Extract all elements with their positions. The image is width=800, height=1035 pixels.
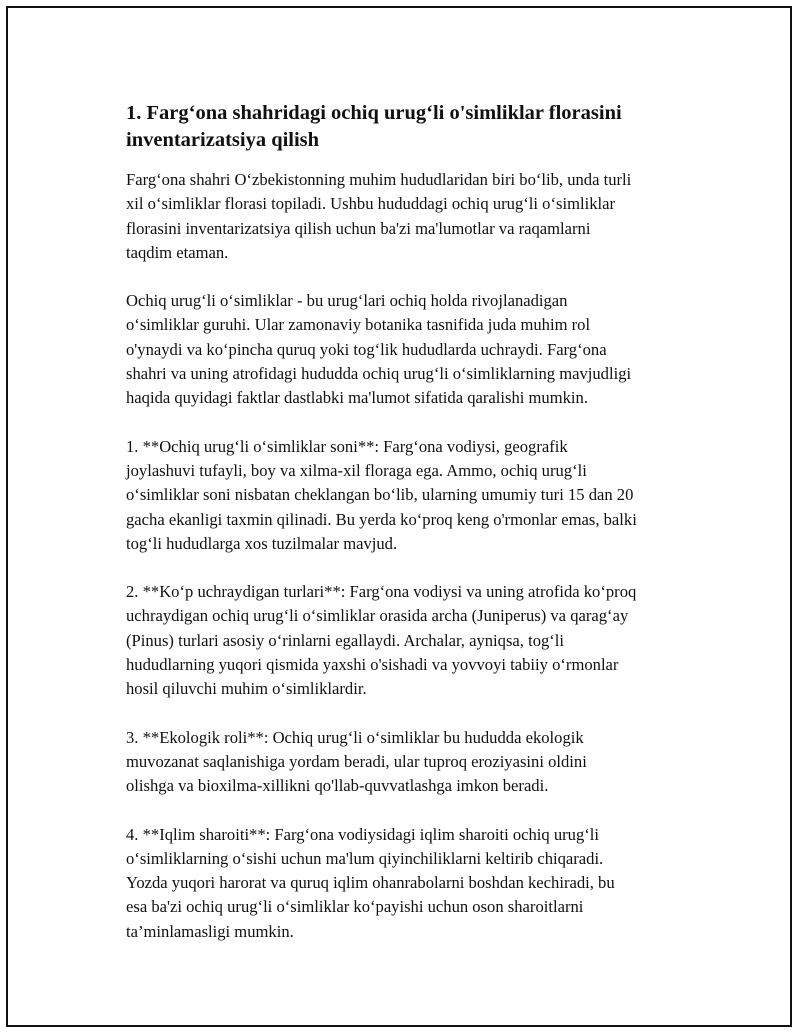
paragraph-point-1: 1. **Ochiq urug‘li o‘simliklar soni**: Farg‘ona vodiysi, geografik joylashuvi tufayli, boy va xilma-xil floraga ega. Ammo, ochiq urug‘li o‘simliklar soni nisbatan cheklangan bo‘lib, ularning umumiy turi 15 dan 20 gacha ekanligi taxmin qilinadi. Bu yerda ko‘proq keng o'rmonlar emas, balki tog‘li hududlarga xos tuzilmalar mavjud. bbox=[126, 436, 637, 553]
paragraph-definition: Ochiq urug‘li o‘simliklar - bu urug‘lari ochiq holda rivojlanadigan o‘simliklar guruhi. Ular zamonaviy botanika tasnifida juda muhim rol o'ynaydi va ko‘pincha quruq yoki tog‘lik hududlarda uchraydi. Farg‘ona shahri va uning atrofidagi hududda ochiq urug‘li o‘simliklarning mavjudligi haqida quyidagi faktlar dastlabki ma'lumot sifatida qaralishi mumkin. bbox=[126, 291, 632, 408]
document-body bbox=[126, 100, 706, 968]
paragraph-point-4: 4. **Iqlim sharoiti**: Farg‘ona vodiysidagi iqlim sharoiti ochiq urug‘li o‘simliklarning o‘sishi uchun ma'lum qiyinchiliklarni keltirib chiqaradi. Yozda yuqori harorat va quruq iqlim ohanrabolarni boshdan kechiradi, bu esa ba'zi ochiq urug‘li o‘simliklar ko‘payishi uchun oson sharoitlarni ta’minlamasligi mumkin. bbox=[126, 824, 615, 941]
paragraph-intro: Farg‘ona shahri O‘zbekistonning muhim hududlaridan biri bo‘lib, unda turli xil o‘simliklar florasi topiladi. Ushbu hududdagi ochiq urug‘li o‘simliklar florasini inventarizatsiya qilish uchun ba'zi ma'lumotlar va raqamlarni taqdim etaman. bbox=[126, 170, 632, 262]
paragraph-point-3: 3. **Ekologik roli**: Ochiq urug‘li o‘simliklar bu hududda ekologik muvozanat saqlanishiga yordam beradi, ular tuproq eroziyasini oldini olishga va bioxilma-xillikni qo'llab-quvvatlashga imkon beradi. bbox=[126, 727, 587, 796]
page-frame bbox=[6, 6, 792, 1027]
document-title: 1. Farg‘ona shahridagi ochiq urug‘li o'simliklar florasini inventarizatsiya qilish bbox=[126, 102, 622, 151]
paragraph-point-2: 2. **Ko‘p uchraydigan turlari**: Farg‘ona vodiysi va uning atrofida ko‘proq uchraydigan ochiq urug‘li o‘simliklar orasida archa (Juniperus) va qarag‘ay (Pinus) turlari asosiy o‘rinlarni egallaydi. Archalar, ayniqsa, tog‘li hududlarning yuqori qismida yaxshi o'sishadi va yovvoyi tabiiy o‘rmonlar hosil qiluvchi muhim o‘simliklardir. bbox=[126, 582, 637, 699]
